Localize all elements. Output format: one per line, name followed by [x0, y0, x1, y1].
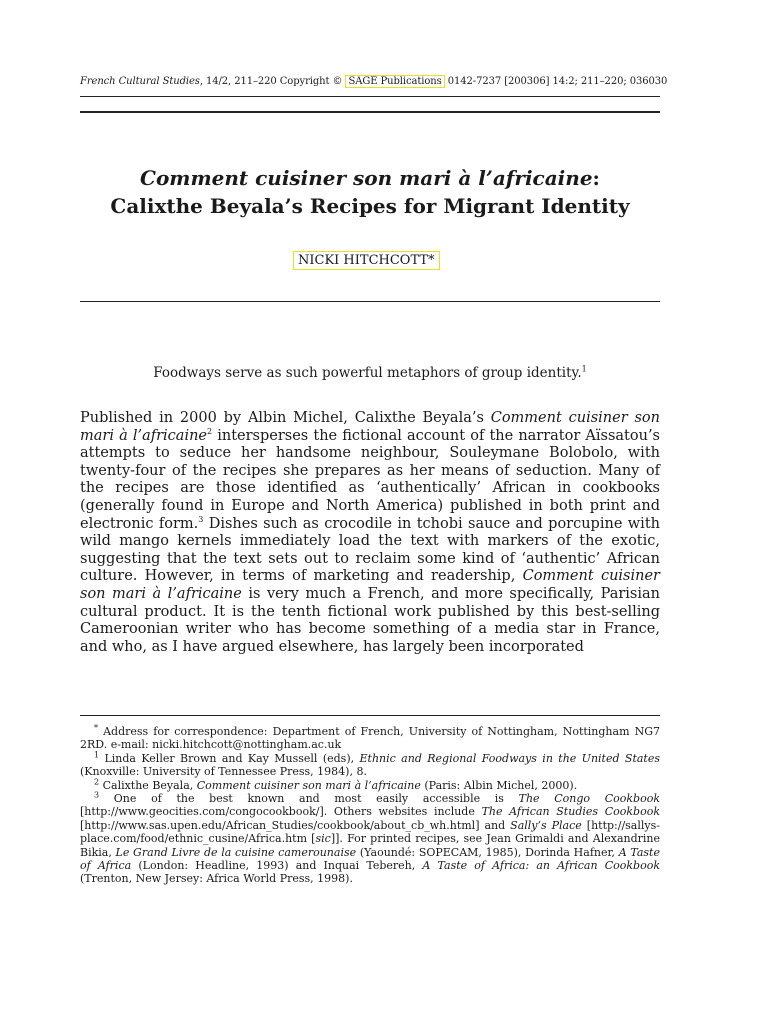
running-header [80, 76, 668, 87]
footnote-1 [80, 752, 660, 779]
footnote-text: One of the best known and most easily accessible is [99, 792, 519, 806]
footnote-mark: 1 [94, 750, 100, 760]
footnote-correspondence [80, 725, 660, 752]
footnote-title: Sally’s Place [510, 818, 582, 832]
footnote-text: Address for correspondence: Department of French, University of Nottingham, Nottingham NG7 2RD. e-mail: nicki.hitchcott@nottingham.ac.uk [80, 725, 660, 752]
footnote-title: Le Grand Livre de la cuisine camerounaise [115, 845, 357, 859]
publisher-link[interactable]: SAGE Publications [345, 75, 444, 88]
body-span: Dishes such as crocodile in tchobi sauce and porcupine with wild mango kernels immediately load the text with markers of the exotic, suggesting that the text sets out to reclaim some kind of ‘authentic’ African culture. However, in terms of marketing and readership, [80, 515, 660, 585]
title-rule [80, 301, 660, 302]
footnote-title: Comment cuisiner son mari à l’africaine [196, 778, 421, 792]
footnote-ref-1[interactable]: 1 [581, 364, 587, 374]
footnote-text: (Knoxville: University of Tennessee Press, 1984), 8. [80, 765, 367, 779]
body-text [80, 410, 660, 656]
footnote-text: (Yaoundé: SOPECAM, 1985), Dorinda Hafner, [356, 845, 619, 859]
book-title: Comment cuisiner son mari à l’africaine [80, 410, 660, 444]
body-span: Published in 2000 by Albin Michel, Calixthe Beyala’s [80, 410, 491, 426]
journal-ids: 0142-7237 [200306] 14:2; 211–220; 036030 [444, 76, 668, 87]
footnote-rule [80, 715, 660, 716]
footnote-ref-3[interactable]: 3 [198, 514, 204, 524]
book-title: Comment cuisiner son mari à l’africaine [80, 568, 660, 602]
footnote-text: ]]. For printed recipes, see Jean Grimaldi and Alexandrine Bikia, [80, 832, 661, 859]
footnote-text: [http://sallys-place.com/food/ethnic_cusine/Africa.htm [ [80, 818, 660, 846]
footnotes [80, 725, 660, 886]
footnote-text: Linda Keller Brown and Kay Mussell (eds), [99, 751, 360, 765]
footnote-text: (London: Headline, 1993) and Inquai Tebereh, [131, 859, 423, 873]
footnote-title: sic [315, 832, 331, 846]
header-rule-thin [80, 96, 660, 97]
journal-name: French Cultural Studies [80, 76, 200, 87]
footnote-text: [http://www.geocities.com/congocookbook/]. Others websites include [80, 805, 482, 819]
footnote-mark: 3 [94, 790, 100, 800]
header-rule-thick [80, 111, 660, 113]
title-line-2: Calixthe Beyala’s Recipes for Migrant Identity [110, 194, 630, 218]
footnote-title: Ethnic and Regional Foodways in the United States [359, 751, 660, 765]
footnote-ref-2[interactable]: 2 [207, 426, 213, 436]
footnote-text: (Trenton, New Jersey: Africa World Press, 1998). [80, 872, 353, 886]
epigraph-text: Foodways serve as such powerful metaphors of group identity. [153, 365, 582, 381]
footnote-3 [80, 792, 660, 886]
author-link[interactable]: NICKI HITCHCOTT* [293, 251, 440, 270]
footnote-text: Calixthe Beyala, [99, 778, 197, 792]
epigraph [80, 365, 660, 381]
article-title [80, 164, 660, 220]
body-span: intersperses the fictional account of the narrator Aïssatou’s attempts to seduce her handsome neighbour, Souleymane Bolobolo, with twenty-four of the recipes she prepares as her means of seduction. Many of the recipes are those identified as ‘authentically’ African in cookbooks (generally found in Europe and North America) published in both print and electronic form. [80, 427, 660, 532]
footnote-mark: 2 [94, 776, 100, 786]
paragraph [80, 410, 660, 656]
footnote-mark: * [94, 723, 98, 733]
title-italic: Comment cuisiner son mari à l’africaine [140, 166, 593, 190]
footnote-title: A Taste of Africa [80, 845, 660, 873]
footnote-title: A Taste of Africa: an African Cookbook [422, 859, 660, 873]
footnote-title: The Congo Cookbook [518, 792, 660, 806]
citation-info: , 14/2, 211–220 Copyright © [199, 76, 346, 87]
footnote-text: [http://www.sas.upen.edu/African_Studies/cookbook/about_cb_wh.html] and [80, 818, 511, 832]
title-colon: : [592, 166, 600, 190]
footnote-title: The African Studies Cookbook [481, 805, 661, 819]
footnote-2 [80, 776, 660, 792]
body-span: is very much a French, and more specifically, Parisian cultural product. It is the tenth fictional work published by this best-selling Cameroonian writer who has become something of a media star in France, and who, as I have argued elsewhere, has largely been incorporated [80, 585, 660, 655]
footnote-text: (Paris: Albin Michel, 2000). [420, 778, 578, 792]
